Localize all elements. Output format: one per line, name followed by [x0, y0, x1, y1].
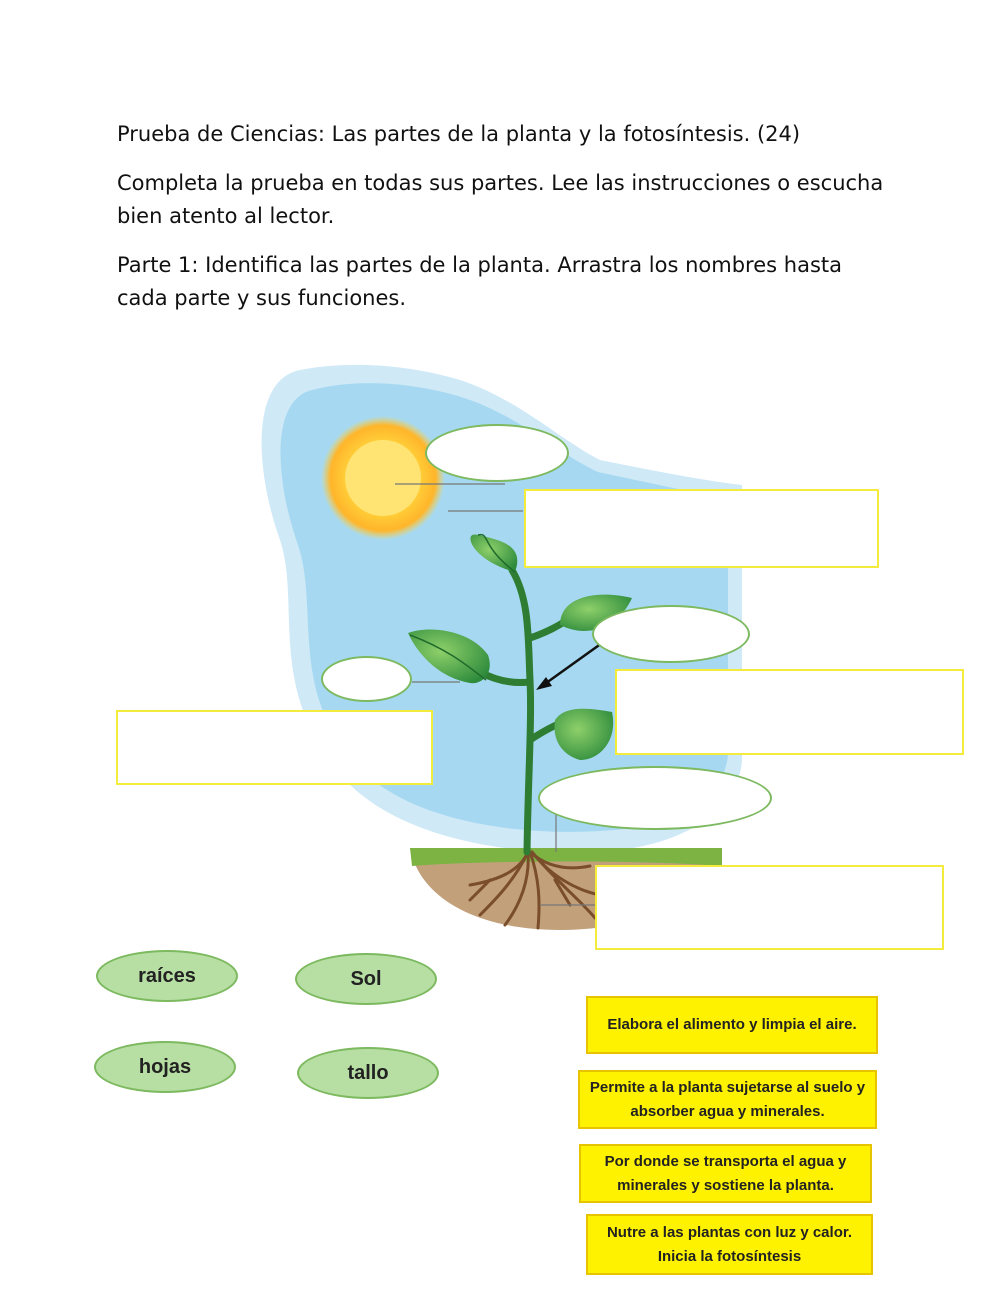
function-card-leaves[interactable]: Elabora el alimento y limpia el aire. — [586, 996, 878, 1054]
drop-target-leaves[interactable] — [321, 656, 412, 702]
drop-target-stem-function[interactable] — [615, 669, 964, 755]
function-card-stem[interactable]: Por donde se transporta el agua y minerales y sostiene la planta. — [579, 1144, 872, 1203]
drop-target-sun[interactable] — [425, 424, 569, 482]
instructions-text: Completa la prueba en todas sus partes. Lee las instrucciones o escucha bien atento al lector. — [117, 171, 884, 228]
word-chip-tallo[interactable]: tallo — [297, 1047, 439, 1099]
function-card-sun[interactable]: Nutre a las plantas con luz y calor. Inicia la fotosíntesis — [586, 1214, 873, 1275]
drop-target-roots[interactable] — [538, 766, 772, 830]
drop-target-roots-function[interactable] — [595, 865, 944, 950]
page-title: Prueba de Ciencias: Las partes de la planta y la fotosíntesis. (24) — [117, 122, 801, 146]
drop-target-stem[interactable] — [592, 605, 750, 663]
word-chip-sol[interactable]: Sol — [295, 953, 437, 1005]
word-chip-hojas[interactable]: hojas — [94, 1041, 236, 1093]
drop-target-leaves-function[interactable] — [116, 710, 433, 785]
word-chip-raices[interactable]: raíces — [96, 950, 238, 1002]
part1-instructions: Parte 1: Identifica las partes de la planta. Arrastra los nombres hasta cada parte y sus funciones. — [117, 253, 842, 310]
function-card-roots[interactable]: Permite a la planta sujetarse al suelo y absorber agua y minerales. — [578, 1070, 877, 1129]
drop-target-sun-function[interactable] — [524, 489, 879, 568]
